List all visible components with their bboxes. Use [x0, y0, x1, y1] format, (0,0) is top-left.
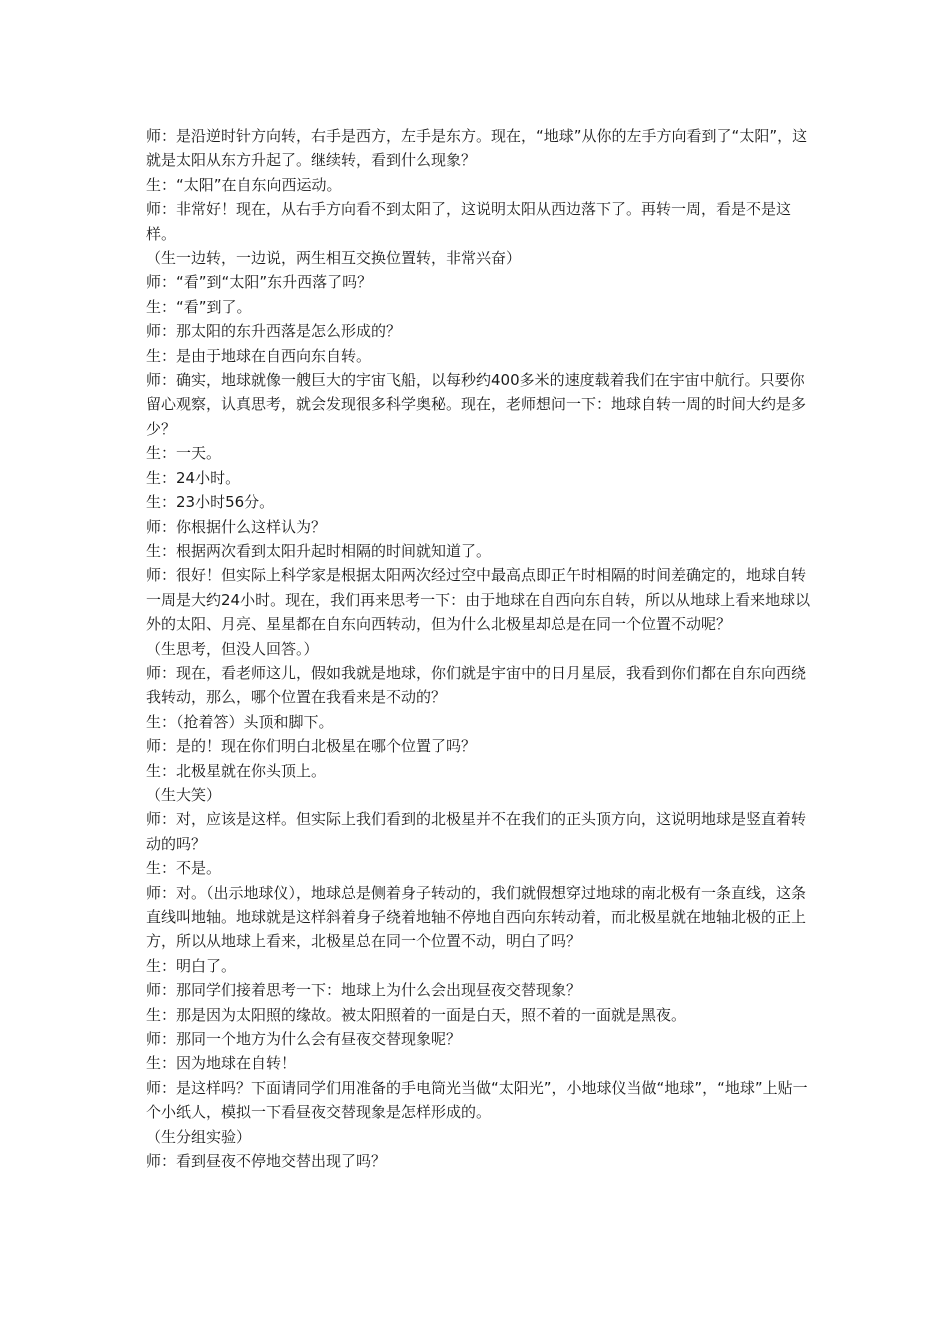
paragraph-student: 生：23小时56分。 [146, 493, 275, 512]
paragraph-student: 生：北极星就在你头顶上。 [146, 761, 327, 780]
paragraph-student: 生：明白了。 [146, 956, 237, 975]
paragraph-teacher: 师：是这样吗？下面请同学们用准备的手电筒光当做“太阳光”，小地球仪当做“地球”，“地球”上贴一个小纸人，模拟一下看昼夜交替现象是怎样形成的。 [146, 1078, 808, 1122]
paragraph-teacher: 师：那同一个地方为什么会有昼夜交替现象呢？ [146, 1030, 462, 1049]
paragraph-student: 生：不是。 [146, 859, 222, 878]
paragraph-teacher: 师：是沿逆时针方向转，右手是西方，左手是东方。现在，“地球”从你的左手方向看到了“太阳”，这就是太阳从东方升起了。继续转，看到什么现象？ [146, 127, 808, 170]
paragraph-stage-direction: （生大笑） [146, 785, 222, 804]
paragraph-student: 生：24小时。 [146, 468, 241, 487]
paragraph-stage-direction: （生分组实验） [146, 1127, 252, 1146]
dialogue-transcript [146, 124, 816, 1173]
paragraph-teacher: 师：确实，地球就像一艘巨大的宇宙飞船，以每秒约400多米的速度载着我们在宇宙中航行。只要你留心观察，认真思考，就会发现很多科学奥秘。现在，老师想问一下：地球自转一周的时间大约是多少？ [146, 371, 807, 438]
paragraph-teacher: 师：那同学们接着思考一下：地球上为什么会出现昼夜交替现象？ [146, 981, 582, 1000]
paragraph-teacher: 师：对。（出示地球仪），地球总是侧着身子转动的，我们就假想穿过地球的南北极有一条直线，这条直线叫地轴。地球就是这样斜着身子绕着地轴不停地自西向东转动着，而北极星就在地轴北极的正上方，所以从地球上看来，北极星总在同一个位置不动，明白了吗？ [146, 883, 807, 951]
paragraph-student: 生：“太阳”在自东向西运动。 [146, 175, 342, 194]
paragraph-student: 生：因为地球在自转！ [146, 1054, 297, 1073]
paragraph-teacher: 师：看到昼夜不停地交替出现了吗？ [146, 1152, 387, 1171]
paragraph-stage-direction: （生一边转，一边说，两生相互交换位置转，非常兴奋） [146, 249, 522, 268]
paragraph-teacher: 师：你根据什么这样认为？ [146, 517, 327, 536]
paragraph-stage-direction: （生思考，但没人回答。） [146, 639, 319, 658]
paragraph-student: 生：（抢着答）头顶和脚下。 [146, 712, 334, 731]
paragraph-teacher: 师：非常好！现在，从右手方向看不到太阳了，这说明太阳从西边落下了。再转一周，看是不是这样。 [146, 200, 792, 243]
paragraph-student: 生：根据两次看到太阳升起时相隔的时间就知道了。 [146, 541, 492, 560]
paragraph-student: 生：是由于地球在自西向东自转。 [146, 346, 372, 365]
paragraph-teacher: 师：对，应该是这样。但实际上我们看到的北极星并不在我们的正头顶方向，这说明地球是竖直着转动的吗？ [146, 810, 807, 853]
paragraph-teacher: 师：是的！现在你们明白北极星在哪个位置了吗？ [146, 737, 477, 756]
paragraph-student: 生：那是因为太阳照的缘故。被太阳照着的一面是白天，照不着的一面就是黑夜。 [146, 1005, 687, 1024]
paragraph-student: 生：“看”到了。 [146, 297, 252, 316]
paragraph-teacher: 师：现在，看老师这儿，假如我就是地球，你们就是宇宙中的日月星辰，我看到你们都在自东向西绕我转动，那么，哪个位置在我看来是不动的？ [146, 663, 807, 707]
paragraph-teacher: 师：那太阳的东升西落是怎么形成的？ [146, 322, 402, 341]
paragraph-teacher: 师：很好！但实际上科学家是根据太阳两次经过空中最高点即正午时相隔的时间差确定的，地球自转一周是大约24小时。现在，我们再来思考一下：由于地球在自西向东自转，所以从地球上看来地球以外的太阳、月亮、星星都在自东向西转动，但为什么北极星却总是在同一个位置不动呢？ [146, 566, 811, 634]
paragraph-student: 生：一天。 [146, 444, 222, 463]
paragraph-teacher: 师：“看”到“太阳”东升西落了吗？ [146, 273, 373, 292]
